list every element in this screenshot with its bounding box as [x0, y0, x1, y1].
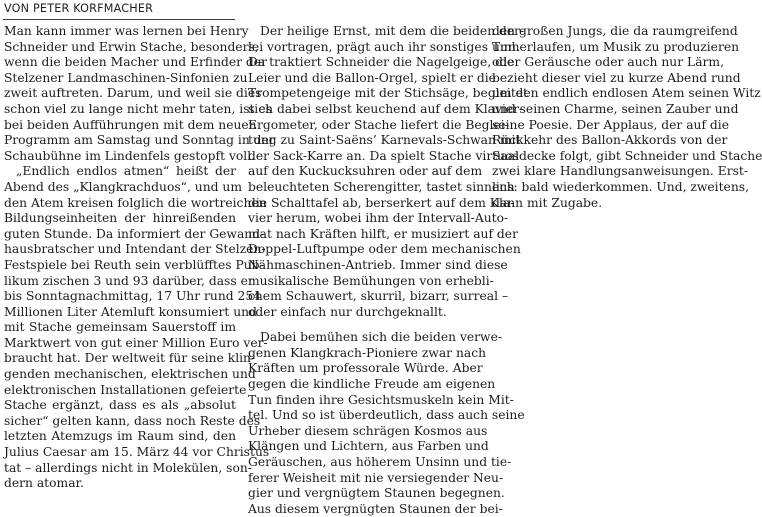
text-line: mit Stache gemeinsam Sauerstoff im — [4, 320, 236, 335]
text-line: Trompetengeige mit der Stichsäge, begleitet — [248, 86, 528, 101]
text-line: Bildungseinheiten der hinreißenden — [4, 211, 236, 226]
text-line: Marktwert von gut einer Million Euro ver- — [4, 335, 268, 350]
text-line: „Endlich endlos atmen“ heißt der — [16, 164, 236, 179]
text-line: seine Poesie. Der Applaus, der auf die — [492, 117, 730, 132]
text-line: sicher“ gelten kann, dass noch Reste des — [4, 413, 261, 428]
text-line: Nähmaschinen-Antrieb. Immer sind diese — [248, 257, 508, 272]
text-line: vier herum, wobei ihm der Intervall-Auto- — [248, 211, 509, 226]
text-line: gier und vergnügtem Staunen begegnen. — [248, 486, 505, 501]
article-column-3 — [492, 24, 762, 211]
text-line: Saaldecke folgt, gibt Schneider und Stache — [492, 148, 762, 163]
text-line: guten Stunde. Da informiert der Gewand- — [4, 226, 265, 241]
text-line: Programm am Samstag und Sonntag in der — [4, 133, 275, 148]
text-line: Kräften um professorale Würde. Aber — [248, 361, 483, 376]
text-line: Doppel-Luftpumpe oder dem mechanischen — [248, 242, 521, 257]
text-line: tel. Und so ist überdeutlich, dass auch seine — [248, 408, 525, 423]
text-line: dann mit Zugabe. — [492, 195, 603, 210]
text-line: tat – allerdings nicht in Molekülen, son- — [4, 460, 252, 475]
text-line: lei vortragen, prägt auch ihr sonstiges Tun. — [248, 39, 520, 54]
byline-rule — [3, 19, 235, 20]
text-line: Der heilige Ernst, mit dem die beiden der- — [260, 24, 525, 38]
text-line: wenn die beiden Macher und Erfinder der — [4, 55, 267, 70]
text-line: genden mechanischen, elektrischen und — [4, 367, 256, 382]
text-line: letzten Atemzugs im Raum sind, den — [4, 429, 236, 444]
text-line: auf den Kuckucksuhren oder auf dem — [248, 164, 483, 179]
text-line: braucht hat. Der weltweit für seine klin- — [4, 351, 256, 366]
text-line: genen Klangkrach-Pioniere zwar nach — [248, 345, 487, 360]
text-line: sich dabei selbst keuchend auf dem Klavier- — [248, 101, 524, 116]
text-line: ens: bald wiederkommen. Und, zweitens, — [492, 179, 749, 194]
text-line: Stelzener Landmaschinen-Sinfonien zu — [4, 70, 248, 85]
text-line: Aus diesem vergnügten Staunen der bei- — [248, 501, 503, 516]
text-line: mat nach Kräften hilft, er musiziert auf der — [248, 226, 518, 241]
text-line: tung zu Saint-Saëns’ Karnevals-Schwan mit — [248, 133, 521, 148]
text-line: Dabei bemühen sich die beiden verwe- — [260, 330, 503, 345]
text-line: Millionen Liter Atemluft konsumiert und — [4, 304, 257, 319]
text-line: umherlaufen, um Musik zu produzieren — [492, 39, 740, 54]
text-line: ferer Weisheit mit nie versiegender Neu- — [248, 470, 504, 485]
text-line: und seinen Charme, seinen Zauber und — [492, 101, 739, 116]
article-column-1 — [4, 24, 275, 492]
text-line: Festspiele bei Reuth sein verblüfftes Pub- — [4, 257, 264, 272]
text-line: Rückkehr des Ballon-Akkords von der — [492, 133, 728, 148]
text-line: Leier und die Ballon-Orgel, spielt er die — [248, 70, 496, 85]
text-line: bis Sonntagnachmittag, 17 Uhr rund 254 — [4, 289, 261, 304]
text-line: die Schalttafel ab, berserkert auf dem Kla- — [248, 195, 515, 210]
text-line: der Sack-Karre an. Da spielt Stache virtuos — [248, 148, 519, 163]
text-line: likum zischen 3 und 93 darüber, dass er — [4, 273, 254, 288]
text-line: musikalische Bemühungen von erhebli- — [248, 273, 494, 288]
text-line: elektronischen Installationen gefeierte — [4, 382, 247, 397]
article-column-2 — [248, 24, 528, 517]
text-line: schon viel zu lange nicht mehr taten, ist es — [4, 101, 272, 116]
text-line: oder einfach nur durchgeknallt. — [248, 304, 447, 319]
text-line: chem Schauwert, skurril, bizarr, surreal – — [248, 289, 509, 304]
paragraph-gap — [248, 320, 479, 330]
text-line: den Atem kreisen folglich die wortreichen — [4, 195, 267, 210]
text-line: Man kann immer was lernen bei Henry — [4, 24, 249, 38]
text-line: zweit auftreten. Darum, und weil sie dies — [4, 86, 262, 101]
text-line: Schaubühne im Lindenfels gestopft voll. — [4, 148, 256, 163]
text-line: Tun finden ihre Gesichtsmuskeln kein Mit- — [248, 392, 514, 407]
text-line: Stache ergänzt, dass es als „absolut — [4, 398, 236, 413]
text-line: Klängen und Lichtern, aus Farben und — [248, 439, 489, 454]
text-line: dern atomar. — [4, 476, 84, 491]
text-line: um den endlich endlosen Atem seinen Witz — [492, 86, 761, 101]
text-line: Abend des „Klangkrachduos“, und um — [4, 179, 242, 194]
text-line: Ergometer, oder Stache liefert die Beglei- — [248, 117, 509, 132]
text-line: Urheber diesem schrägen Kosmos aus — [248, 423, 488, 438]
text-line: bei beiden Aufführungen mit dem neuen — [4, 117, 257, 132]
text-line: beleuchteten Scherengitter, tastet sinnlich — [248, 179, 515, 194]
text-line: Da traktiert Schneider die Nagelgeige, die — [248, 55, 515, 70]
text-line: Julius Caesar am 15. März 44 vor Christus — [4, 445, 270, 460]
text-line: zwei klare Handlungsanweisungen. Erst- — [492, 164, 748, 179]
text-line: Geräuschen, aus höherem Unsinn und tie- — [248, 455, 512, 470]
text-line: den großen Jungs, die da raumgreifend — [492, 24, 738, 38]
text-line: oder Geräusche oder auch nur Lärm, — [492, 55, 724, 70]
author-byline: VON PETER KORFMACHER — [4, 2, 154, 15]
text-line: bezieht dieser viel zu kurze Abend rund — [492, 70, 741, 85]
text-line: Schneider und Erwin Stache, besonders, — [4, 39, 259, 54]
text-line: hausbratscher und Intendant der Stelzen- — [4, 242, 266, 257]
text-line: gegen die kindliche Freude am eigenen — [248, 377, 496, 392]
